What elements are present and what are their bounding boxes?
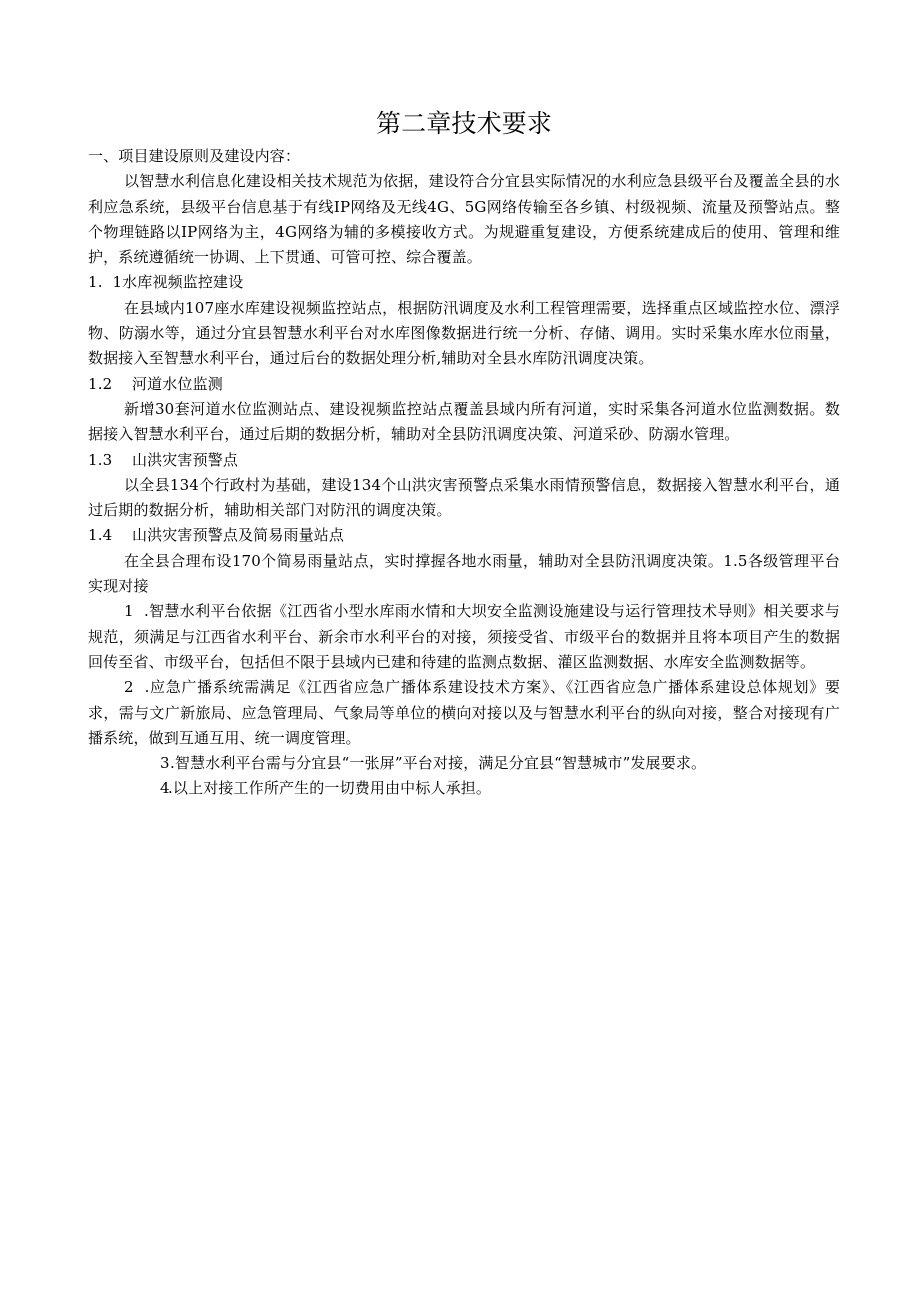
requirement-item-1: 1 .智慧水利平台依据《江西省小型水库雨水情和大坝安全监测设施建设与运行管理技术导则》相关要求与规范，须满足与江西省水利平台、新余市水利平台的对接，须接受省、市级平台的数据并且将本项目产生的数据回传至省、市级平台，包括但不限于县域内已建和待建的监测点数据、灌区监测数据、水库安全监测数据等。 — [88, 602, 840, 671]
subsection-heading-1-1: 1. 1水库视频监控建设 — [88, 273, 244, 292]
subsection-paragraph-1-1: 在县域内107座水库建设视频监控站点，根据防汛调度及水利工程管理需要，选择重点区域监控水位、漂浮物、防溺水等，通过分宜县智慧水利平台对水库图像数据进行统一分析、存储、调用。实时采集水库水位雨量，数据接入至智慧水利平台，通过后台的数据处理分析,辅助对全县水库防汛调度决策。 — [88, 298, 840, 368]
requirement-number-3: 3 — [160, 754, 170, 773]
requirement-item-3 — [88, 751, 840, 776]
requirement-item-4 — [88, 776, 840, 801]
subsection-heading-1-2: 1.2 河道水位监测 — [88, 374, 223, 393]
requirement-text-4: .以上对接工作所产生的一切费用由中标人承担。 — [168, 779, 492, 798]
subsection-paragraph-1-4: 在全县合理布设170个简易雨量站点，实时撑握各地水雨量，辅助对全县防汛调度决策。1.5各级管理平台实现对接 — [88, 551, 840, 596]
document-content — [88, 104, 840, 802]
requirement-text-3: .智慧水利平台需与分宜县“一张屏”平台对接，满足分宜县“智慧城市”发展要求。 — [170, 754, 707, 773]
requirement-item-2: 2 .应急广播系统需满足《江西省应急广播体系建设技术方案》、《江西省应急广播体系建设总体规划》要求，需与文广新旅局、应急管理局、气象局等单位的横向对接以及与智慧水利平台的纵向对接，整合对接现有广播系统，做到互通互用、统一调度管理。 — [88, 678, 840, 747]
subsection-paragraph-1-3: 以全县134个行政村为基础，建设134个山洪灾害预警点采集水雨情预警信息，数据接入智慧水利平台，通过后期的数据分析，辅助相关部门对防汛的调度决策。 — [88, 475, 840, 520]
requirement-number-4: 4 — [160, 779, 170, 798]
subsection-heading-1-3: 1.3 山洪灾害预警点 — [88, 450, 239, 469]
section-paragraph: 以智慧水利信息化建设相关技术规范为依据，建设符合分宜县实际情况的水利应急县级平台及覆盖全县的水利应急系统，县级平台信息基于有线IP网络及无线4G、5G网络传输至各乡镇、村级视频、流量及预警站点。整个物理链路以IP网络为主，4G网络为辅的多模接收方式。为规避重复建设，方便系统建成后的使用、管理和维护，系统遵循统一协调、上下贯通、可管可控、综合覆盖。 — [88, 172, 840, 267]
section-heading: 一、项目建设原则及建设内容： — [88, 147, 301, 165]
subsection-paragraph-1-2: 新增30套河道水位监测站点、建设视频监控站点覆盖县域内所有河道，实时采集各河道水位监测数据。数据接入智慧水利平台，通过后期的数据分析，辅助对全县防汛调度决策、河道采砂、防溺水管理。 — [88, 399, 840, 444]
page-title: 第二章技术要求 — [375, 109, 553, 138]
subsection-heading-1-4: 1.4 山洪灾害预警点及简易雨量站点 — [88, 526, 345, 545]
